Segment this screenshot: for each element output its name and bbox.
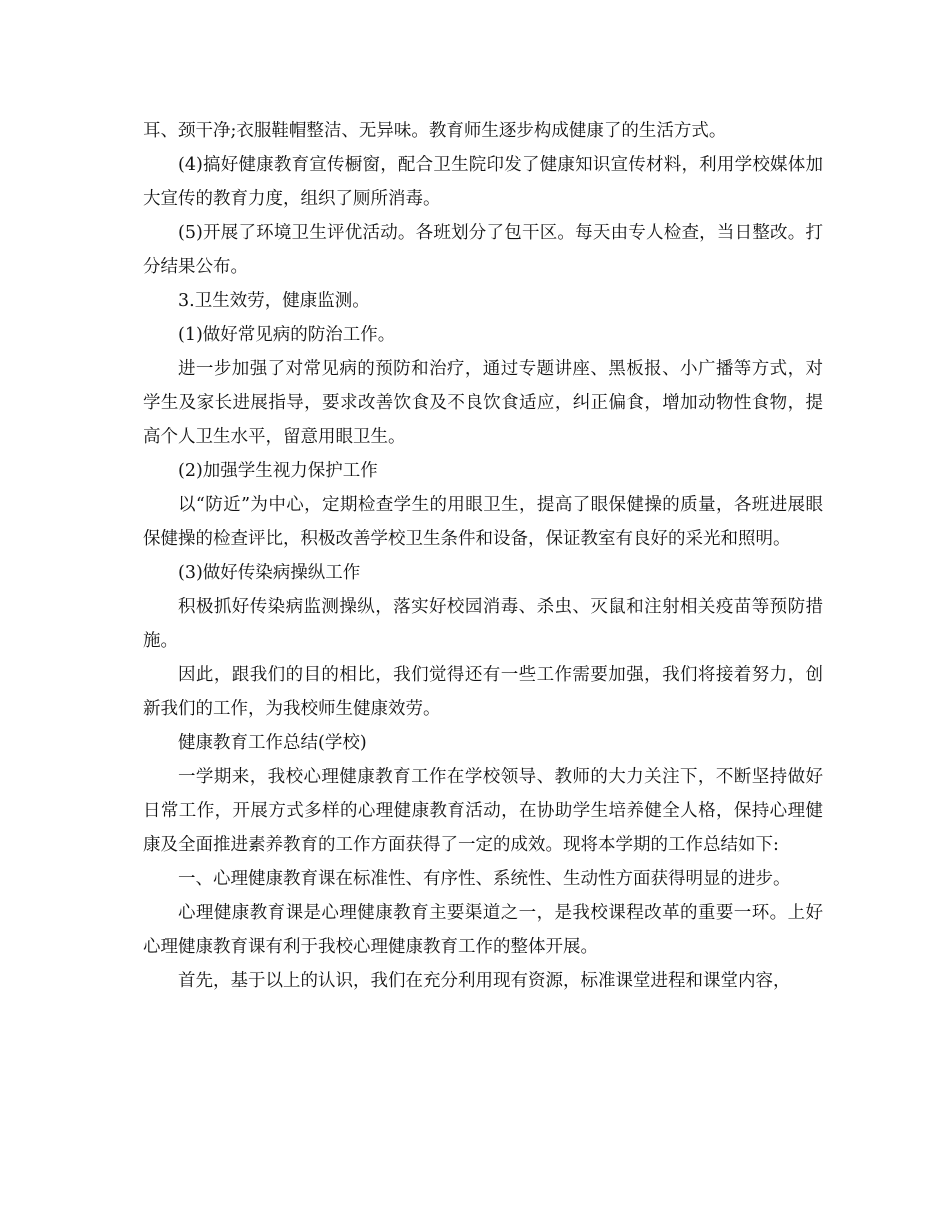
subsection-heading: (1)做好常见病的防治工作。 xyxy=(178,325,396,345)
document-body xyxy=(143,114,823,998)
paragraph: 耳、颈干净;衣服鞋帽整洁、无异味。教育师生逐步构成健康了的生活方式。 xyxy=(143,121,727,141)
subsection-heading: (3)做好传染病操纵工作 xyxy=(178,563,361,583)
paragraph: 以“防近”为中心，定期检查学生的用眼卫生，提高了眼保健操的质量，各班进展眼保健操的检查评比，积极改善学校卫生条件和设备，保证教室有良好的采光和照明。 xyxy=(143,495,823,549)
section-heading: 一、心理健康教育课在标准性、有序性、系统性、生动性方面获得明显的进步。 xyxy=(178,869,791,889)
paragraph: 积极抓好传染病监测操纵，落实好校园消毒、杀虫、灭鼠和注射相关疫苗等预防措施。 xyxy=(143,597,823,651)
subsection-heading: (2)加强学生视力保护工作 xyxy=(178,461,378,481)
paragraph: 一学期来，我校心理健康教育工作在学校领导、教师的大力关注下，不断坚持做好日常工作，开展方式多样的心理健康教育活动，在协助学生培养健全人格，保持心理健康及全面推进素养教育的工作方面获得了一定的成效。现将本学期的工作总结如下: xyxy=(143,767,823,855)
paragraph: 因此，跟我们的目的相比，我们觉得还有一些工作需要加强，我们将接着努力，创新我们的工作，为我校师生健康效劳。 xyxy=(143,665,823,719)
section-heading: 3.卫生效劳，健康监测。 xyxy=(178,291,370,311)
paragraph: 进一步加强了对常见病的预防和治疗，通过专题讲座、黑板报、小广播等方式，对学生及家长进展指导，要求改善饮食及不良饮食适应，纠正偏食，增加动物性食物，提高个人卫生水平，留意用眼卫生。 xyxy=(143,359,823,447)
paragraph: 心理健康教育课是心理健康教育主要渠道之一，是我校课程改革的重要一环。上好心理健康教育课有利于我校心理健康教育工作的整体开展。 xyxy=(143,903,823,957)
paragraph: (4)搞好健康教育宣传橱窗，配合卫生院印发了健康知识宣传材料，利用学校媒体加大宣传的教育力度，组织了厕所消毒。 xyxy=(143,155,823,209)
paragraph: 首先，基于以上的认识，我们在充分利用现有资源，标准课堂进程和课堂内容， xyxy=(178,971,791,991)
document-title: 健康教育工作总结(学校) xyxy=(178,733,367,753)
paragraph: (5)开展了环境卫生评优活动。各班划分了包干区。每天由专人检查，当日整改。打分结果公布。 xyxy=(143,223,823,277)
